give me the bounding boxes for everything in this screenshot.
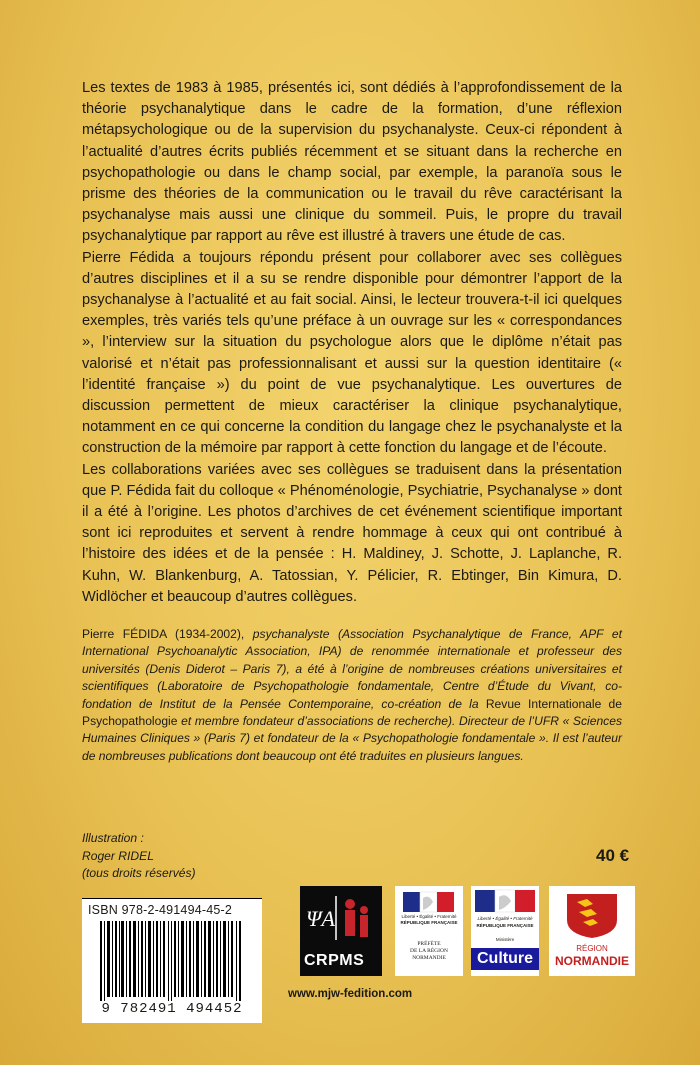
isbn-label: ISBN 978-2-491494-45-2: [88, 903, 233, 917]
culture-ministere: Ministère: [495, 937, 515, 942]
summary-paragraph-3: Les collaborations variées avec ses collègues se traduisent dans la présentation que P. Fédida fait du colloque « Phénoménologie, Psychiatrie, Psychanalyse » dont il a été à l’origine. Les photos d’archives de cet événement scientifique important sont ici reproduites et servent à rendre hommage à ceux qui ont contribué à l’histoire des idées et de la pensée : H. Maldiney, J. Schotte, J. Laplanche, R. Kuhn, W. Blankenburg, A. Tatossian, Y. Pélicier, R. Ebtinger, Bin Kimura, D. Widlöcher et beaucoup d’autres collègues.: [82, 461, 622, 605]
summary-paragraph-1: Les textes de 1983 à 1985, présentés ici, sont dédiés à l’approfondissement de la théorie psychanalytique dans le cadre de la formation, d’une réflexion métapsychologique ou de la supervision du psychanalyste. Ceux-ci répondent à l’actualité d’autres écrits publiés récemment et se situant dans la recherche en psychopathologie ou dans le champ social, par exemple, la paranoïa sous le prisme des théories de la communication ou le travail du rêve caractérisant la psychanalyse mais aussi une clinique du sommeil. Puis, le propre du travail psychanalytique par rapport au rêve est illustré à travers une étude de cas.: [82, 80, 622, 245]
illustrator-name: Roger RIDEL: [82, 848, 154, 863]
culture-motto: Liberté • Égalité • Fraternité: [477, 916, 533, 921]
marianne-flag-icon: [471, 888, 539, 916]
author-bio-text-1: psychanalyste (Association Psychanalytique de France, APF et International Psychoanalytic Association, IPA) de renommée internationale et professeur des universités (Denis Diderot – Paris 7), a été à l’origine de nombreuses créations universitaires et scientifiques (Laboratoire de Psychopathologie fondamentale, Centre d’Étude du Vivant, co-fondation de Institut de la Pensée Contemporaine, co-création de la: [82, 627, 622, 711]
illustration-credit: [82, 830, 196, 883]
isbn-barcode: [82, 898, 262, 1023]
author-bio-text-2: et membre fondateur d’associations de recherche). Directeur de l’UFR « Sciences Humaines Cliniques » (Paris 7) et fondateur de la « Psychopathologie fondamentale ». Il est l’auteur de nombreuses publications dont beaucoup ont été traduites en plusieurs langues.: [82, 714, 622, 763]
prefecture-line-2: DE LA RÉGION: [410, 948, 448, 954]
culture-label: Culture: [471, 948, 539, 970]
prefecture-line-1: PRÉFÈTE: [417, 941, 441, 947]
prefecture-republic: RÉPUBLIQUE FRANÇAISE: [400, 920, 458, 925]
prefecture-logo: [395, 886, 463, 976]
crpms-logo: [300, 886, 382, 976]
svg-text:ΨA: ΨA: [306, 906, 335, 931]
prefecture-line-3: NORMANDIE: [412, 955, 446, 961]
crpms-label: CRPMS: [304, 952, 365, 969]
crpms-figures-icon: [300, 890, 382, 950]
rights-notice: (tous droits réservés): [82, 866, 196, 880]
region-label-1: RÉGION: [576, 944, 608, 953]
barcode-digits: 9 782491 494452: [82, 1001, 262, 1017]
publisher-url[interactable]: www.mjw-fedition.com: [288, 988, 413, 1000]
author-bio-revue: Revue Internationale de Psychopathologie: [82, 696, 623, 729]
summary-paragraph-2: Pierre Fédida a toujours répondu présent pour collaborer avec ses collègues d’autres disciplines et il a su se rendre disponible pour démontrer l’apport de la psychanalyse à l’actualité et au fait social. Ainsi, le lecteur trouvera-t-il ici quelques exemples, très variés tels qu’une préface à un ouvrage sur les « correspondances », l’interview sur la situation du psychologue alors que le diplôme n’était pas valorisé et n’était pas professionnalisant et aussi sur la question identitaire (« l’identité française ») du point de vue psychanalytique. Les ouvertures de discussion permettent de mieux caractériser la clinique psychanalytique, notamment en ce qui concerne la condition du langage chez le psychanalyste et la construction de la mémoire par rapport à cette fonction du langage et de l’écoute.: [82, 249, 622, 457]
culture-republic: RÉPUBLIQUE FRANÇAISE: [476, 923, 534, 928]
ministere-culture-logo: [471, 886, 539, 976]
region-normandie-logo: [549, 886, 635, 976]
author-name: Pierre FÉDIDA (1934-2002),: [82, 627, 253, 641]
back-cover-summary: [82, 78, 622, 608]
barcode-icon: [90, 921, 254, 1005]
normandy-lions-icon: [549, 888, 635, 940]
prefecture-title: [395, 941, 463, 962]
author-biography: [82, 626, 622, 765]
prefecture-motto: Liberté • Égalité • Fraternité: [401, 914, 457, 919]
illustration-label: Illustration :: [82, 831, 144, 845]
price-label: 40 €: [596, 846, 630, 865]
region-label-2: NORMANDIE: [555, 954, 629, 968]
